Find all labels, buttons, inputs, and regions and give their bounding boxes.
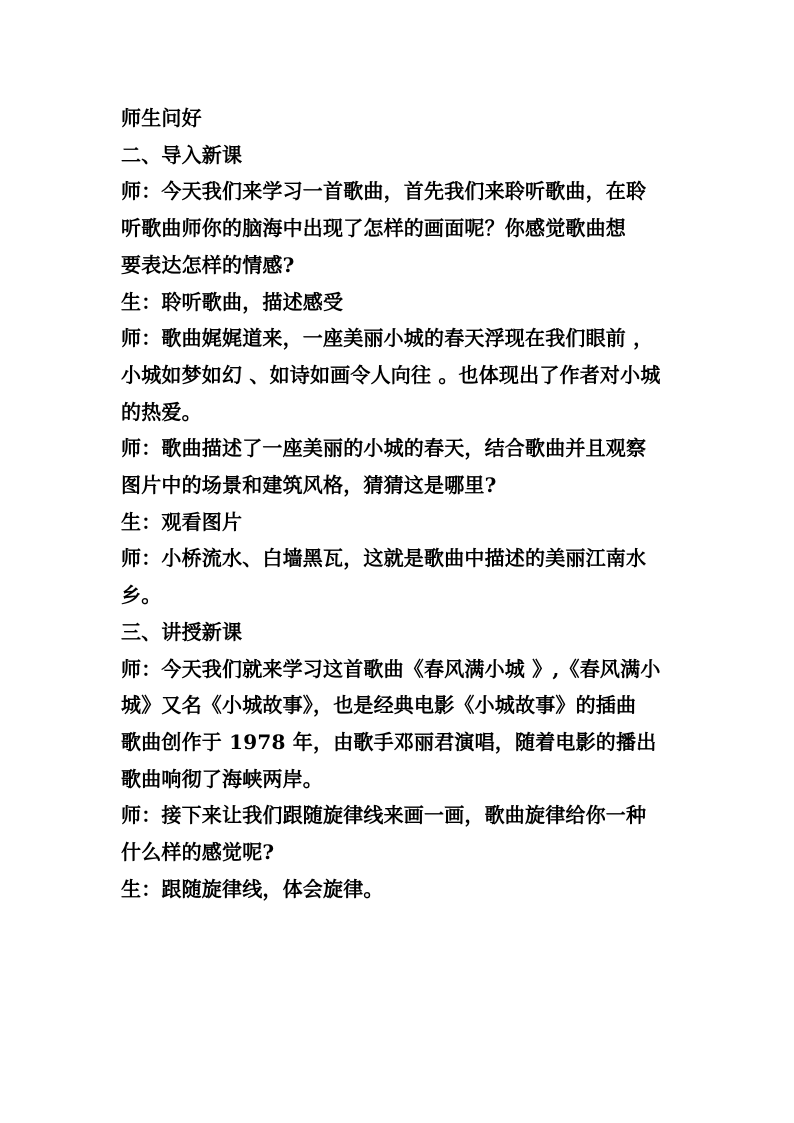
document-body bbox=[121, 100, 681, 907]
paragraph-line: 听歌曲师你的脑海中出现了怎样的画面呢？你感觉歌曲想 bbox=[121, 216, 626, 241]
section-heading-new-lesson: 三、讲授新课 bbox=[121, 619, 243, 644]
paragraph-line: 歌曲创作于 1978 年，由歌手邓丽君演唱，随着电影的播出 bbox=[121, 729, 657, 754]
paragraph-line: 师：今天我们来学习一首歌曲，首先我们来聆听歌曲，在聆 bbox=[121, 179, 647, 204]
paragraph-line: 图片中的场景和建筑风格，猜猜这是哪里? bbox=[121, 473, 497, 498]
paragraph-line: 什么样的感觉呢? bbox=[121, 840, 275, 865]
paragraph-line: 歌曲响彻了海峡两岸。 bbox=[121, 766, 323, 791]
paragraph-line: 生：观看图片 bbox=[121, 509, 243, 534]
paragraph-line: 生：跟随旋律线，体会旋律。 bbox=[121, 876, 384, 901]
paragraph-line: 的热爱。 bbox=[121, 399, 202, 424]
paragraph-line: 乡。 bbox=[121, 583, 162, 608]
paragraph-line: 师：歌曲娓娓道来，一座美丽小城的春天浮现在我们眼前 ， bbox=[121, 326, 654, 351]
paragraph-line: 小城如梦如幻 、如诗如画令人向往 。也体现出了作者对小城 bbox=[121, 362, 661, 387]
paragraph-line: 师：小桥流水、白墙黑瓦，这就是歌曲中描述的美丽江南水 bbox=[121, 546, 647, 571]
paragraph-line: 生：聆听歌曲，描述感受 bbox=[121, 289, 344, 314]
paragraph-line: 师：今天我们就来学习这首歌曲《春风满小城 》,《春风满小 bbox=[121, 656, 661, 681]
paragraph-line: 师：接下来让我们跟随旋律线来画一画，歌曲旋律给你一种 bbox=[121, 803, 647, 828]
paragraph-line: 师：歌曲描述了一座美丽的小城的春天，结合歌曲并且观察 bbox=[121, 436, 647, 461]
greeting-line: 师生问好 bbox=[121, 106, 202, 130]
section-heading-intro: 二、导入新课 bbox=[121, 142, 243, 167]
paragraph-line: 要表达怎样的情感? bbox=[121, 252, 295, 277]
paragraph-line: 城》又名《小城故事》，也是经典电影《小城故事》的插曲 bbox=[121, 693, 637, 718]
